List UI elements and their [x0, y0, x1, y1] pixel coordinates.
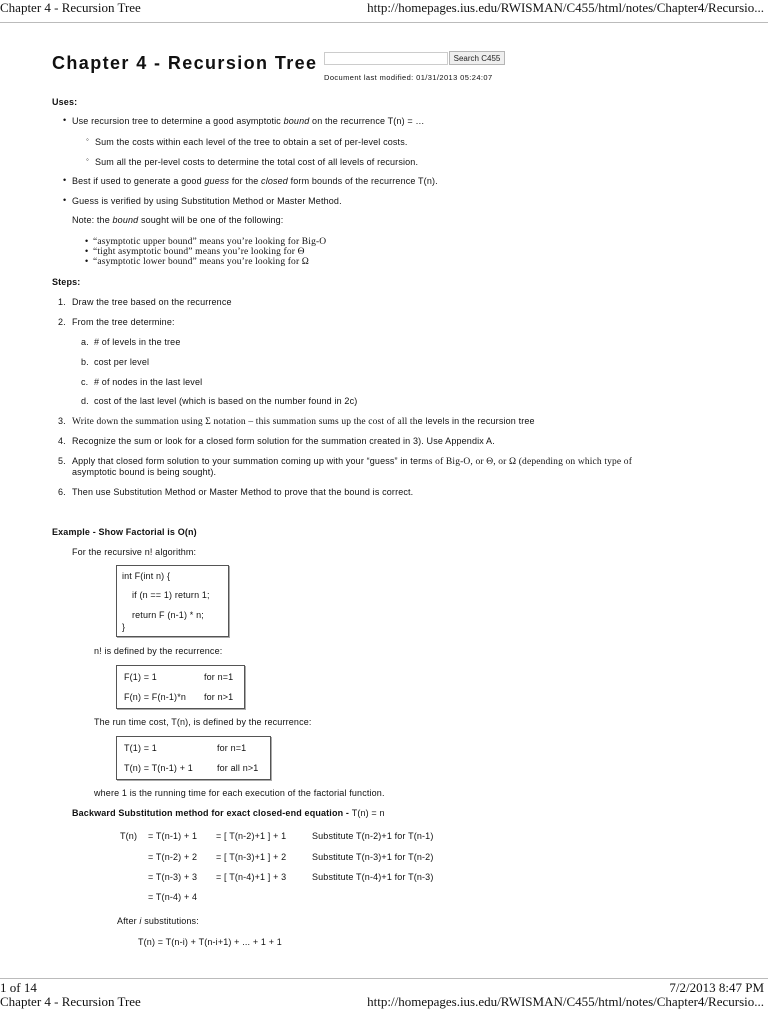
uses-note: Note: the bound sought will be one of the following: [72, 215, 284, 225]
substitution-comment: Substitute T(n-2)+1 for T(n-1) [312, 831, 434, 841]
step-5-continued: asymptotic bound is being sought). [72, 467, 217, 477]
substitution-lhs: T(n) [120, 831, 138, 841]
substep-a: # of levels in the tree [94, 337, 181, 347]
print-footer-url: http://homepages.ius.edu/RWISMAN/C455/html/notes/Chapter4/Recursio... [367, 994, 764, 1009]
where-note: where 1 is the running time for each execution of the factorial function. [94, 788, 385, 798]
bullet-disc-icon: • [63, 115, 67, 125]
step-number: 6. [58, 487, 66, 497]
print-header-url: http://homepages.ius.edu/RWISMAN/C455/html/notes/Chapter4/Recursio... [367, 0, 764, 15]
steps-heading: Steps: [52, 277, 81, 287]
bullet-circle-icon: ◦ [86, 155, 89, 164]
substitution-expansion: = [ T(n-4)+1 ] + 3 [216, 872, 287, 882]
step-4: Recognize the sum or look for a closed form solution for the summation created in 3). Use Appendix A. [72, 436, 495, 446]
code-line: int F(int n) { [122, 571, 171, 581]
substep-c: # of nodes in the last level [94, 377, 203, 387]
substep-letter: b. [81, 357, 89, 367]
definition-intro: n! is defined by the recurrence: [94, 646, 223, 656]
uses-item-2: Best if used to generate a good guess for the closed form bounds of the recurrence T(n). [72, 176, 438, 186]
code-line: } [122, 622, 126, 632]
step-number: 1. [58, 297, 66, 307]
step-number: 4. [58, 436, 66, 446]
bullet-disc-icon: • [63, 175, 67, 185]
code-box [116, 565, 229, 637]
backward-substitution-heading: Backward Substitution method for exact closed-end equation - T(n) = n [72, 808, 385, 818]
substep-letter: d. [81, 396, 89, 406]
step-number: 5. [58, 456, 66, 466]
substitution-step: = T(n-1) + 1 [148, 831, 198, 841]
recurrence-expr: F(1) = 1 [124, 672, 157, 682]
after-substitutions: After i substitutions: [117, 916, 199, 926]
print-header-title: Chapter 4 - Recursion Tree [0, 0, 141, 15]
step-number: 2. [58, 317, 66, 327]
substep-d: cost of the last level (which is based on the number found in 2c) [94, 396, 358, 406]
recurrence-expr: T(n) = T(n-1) + 1 [124, 763, 193, 773]
substitution-comment: Substitute T(n-4)+1 for T(n-3) [312, 872, 434, 882]
substep-letter: c. [81, 377, 89, 387]
recurrence-expr: F(n) = F(n-1)*n [124, 692, 187, 702]
uses-heading: Uses: [52, 97, 78, 107]
step-6: Then use Substitution Method or Master Method to prove that the bound is correct. [72, 487, 414, 497]
code-line: return F (n-1) * n; [132, 610, 204, 620]
uses-item-1: Use recursion tree to determine a good asymptotic bound on the recurrence T(n) = … [72, 116, 425, 126]
page-title: Chapter 4 - Recursion Tree [52, 53, 318, 73]
substep-b: cost per level [94, 357, 150, 367]
substitution-comment: Substitute T(n-3)+1 for T(n-2) [312, 852, 434, 862]
runtime-intro: The run time cost, T(n), is defined by the recurrence: [94, 717, 312, 727]
substitution-step: = T(n-4) + 4 [148, 892, 198, 902]
example-intro: For the recursive n! algorithm: [72, 547, 197, 557]
search-input[interactable] [324, 52, 448, 65]
bound-item-big-o: “asymptotic upper bound” means you’re looking for Big-O [93, 237, 327, 247]
example-heading: Example - Show Factorial is O(n) [52, 527, 197, 537]
bound-item-theta: “tight asymptotic bound” means you’re looking for Θ [93, 247, 305, 257]
step-number: 3. [58, 416, 66, 426]
recurrence-cond: for n=1 [204, 672, 234, 682]
recurrence-cond: for n>1 [204, 692, 234, 702]
definition-box [116, 665, 245, 709]
last-modified-text: Document last modified: 01/31/2013 05:24:07 [324, 73, 493, 82]
substitution-expansion: = [ T(n-2)+1 ] + 1 [216, 831, 287, 841]
substitution-step: = T(n-3) + 3 [148, 872, 198, 882]
recurrence-cond: for all n>1 [217, 763, 259, 773]
uses-item-3: Guess is verified by using Substitution Method or Master Method. [72, 196, 342, 206]
recurrence-cond: for n=1 [217, 743, 247, 753]
recurrence-expr: T(1) = 1 [124, 743, 157, 753]
print-footer-date: 7/2/2013 8:47 PM [669, 980, 764, 995]
bound-item-omega: “asymptotic lower bound” means you’re looking for Ω [93, 257, 310, 267]
step-1: Draw the tree based on the recurrence [72, 297, 232, 307]
code-line: if (n == 1) return 1; [132, 590, 210, 600]
uses-subitem-2: Sum all the per-level costs to determine the total cost of all levels of recursion. [95, 157, 419, 167]
runtime-box [116, 736, 271, 780]
print-footer-title: Chapter 4 - Recursion Tree [0, 994, 141, 1009]
substitution-expansion: = [ T(n-3)+1 ] + 2 [216, 852, 287, 862]
bullet-disc-icon: • [85, 236, 89, 246]
step-2: From the tree determine: [72, 317, 175, 327]
step-3: Write down the summation using Σ notation – this summation sums up the cost of all the levels in the recursion tree [72, 416, 535, 427]
general-form: T(n) = T(n-i) + T(n-i+1) + ... + 1 + 1 [138, 937, 282, 947]
substitution-step: = T(n-2) + 2 [148, 852, 198, 862]
bullet-disc-icon: • [85, 256, 89, 266]
search-button[interactable]: Search C455 [449, 51, 505, 65]
substep-letter: a. [81, 337, 89, 347]
bullet-disc-icon: • [63, 195, 67, 205]
uses-subitem-1: Sum the costs within each level of the tree to obtain a set of per-level costs. [95, 137, 408, 147]
step-5: Apply that closed form solution to your summation coming up with your “guess” in terms of Big-O, or Θ, or Ω (depending on which type of [72, 456, 633, 467]
bullet-circle-icon: ◦ [86, 135, 89, 144]
print-footer-page-number: 1 of 14 [0, 980, 37, 995]
bullet-disc-icon: • [85, 246, 89, 256]
